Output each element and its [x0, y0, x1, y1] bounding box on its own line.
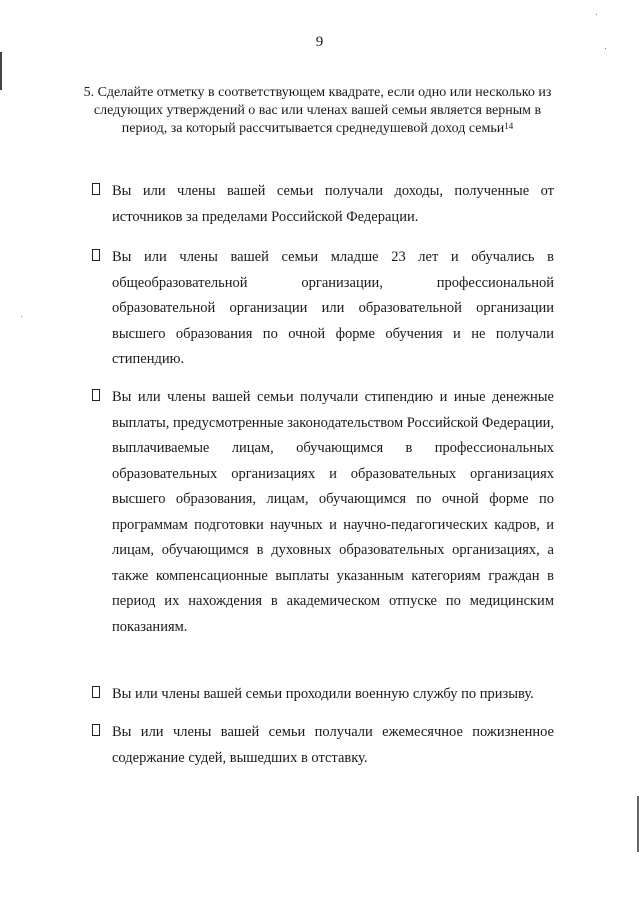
- statement-text: Вы или члены вашей семьи получали доходы, полученные от источников за пределами Российской Федерации.: [112, 183, 554, 225]
- checkbox[interactable]: [92, 249, 100, 261]
- statement-text: Вы или члены вашей семьи получали стипендию и иные денежные выплаты, предусмотренные законодательством Российской Федерации, выплачиваемые лицам, обучающимся в профессиональных образовательных организациях и образовательных организациях высшего образования, лицам, обучающимся по очной форме по программам подготовки научных и научно-педагогических кадров, и лицам, обучающимся в духовных образовательных организациях, а также компенсационные выплаты указанным категориям граждан в период их нахождения в академическом отпуске по медицинским показаниям.: [112, 389, 554, 635]
- checkbox[interactable]: [92, 183, 100, 195]
- statement-text: Вы или члены вашей семьи получали ежемесячное пожизненное содержание судей, вышедших в отставку.: [112, 724, 554, 766]
- statement-text: Вы или члены вашей семьи проходили военную службу по призыву.: [112, 686, 534, 702]
- statement-item-foreign-income: [92, 179, 554, 230]
- page-number: 9: [315, 34, 324, 50]
- scan-speck: [596, 14, 597, 15]
- statement-item-judges-allowance: [92, 720, 554, 771]
- scan-speck: [21, 316, 22, 317]
- statement-item-military-service: [92, 682, 554, 708]
- checkbox[interactable]: [92, 686, 100, 698]
- section-heading: [80, 84, 555, 138]
- checkbox[interactable]: [92, 724, 100, 736]
- checkbox[interactable]: [92, 389, 100, 401]
- statement-text: Вы или члены вашей семьи младше 23 лет и обучались в общеобразовательной организации, профессиональной образовательной организации или образовательной организации высшего образования по очной форме обучения и не получали стипендию.: [112, 249, 554, 367]
- scan-edge-mark: [0, 52, 2, 90]
- section-heading-text: 5. Сделайте отметку в соответствующем квадрате, если одно или несколько из следующих утверждений о вас или членах вашей семьи является верным в период, за который рассчитывается среднедушевой доход семьи: [83, 85, 552, 136]
- statement-item-stipend: [92, 385, 554, 640]
- statement-item-students-no-stipend: [92, 245, 554, 373]
- footnote-marker: 14: [504, 121, 514, 131]
